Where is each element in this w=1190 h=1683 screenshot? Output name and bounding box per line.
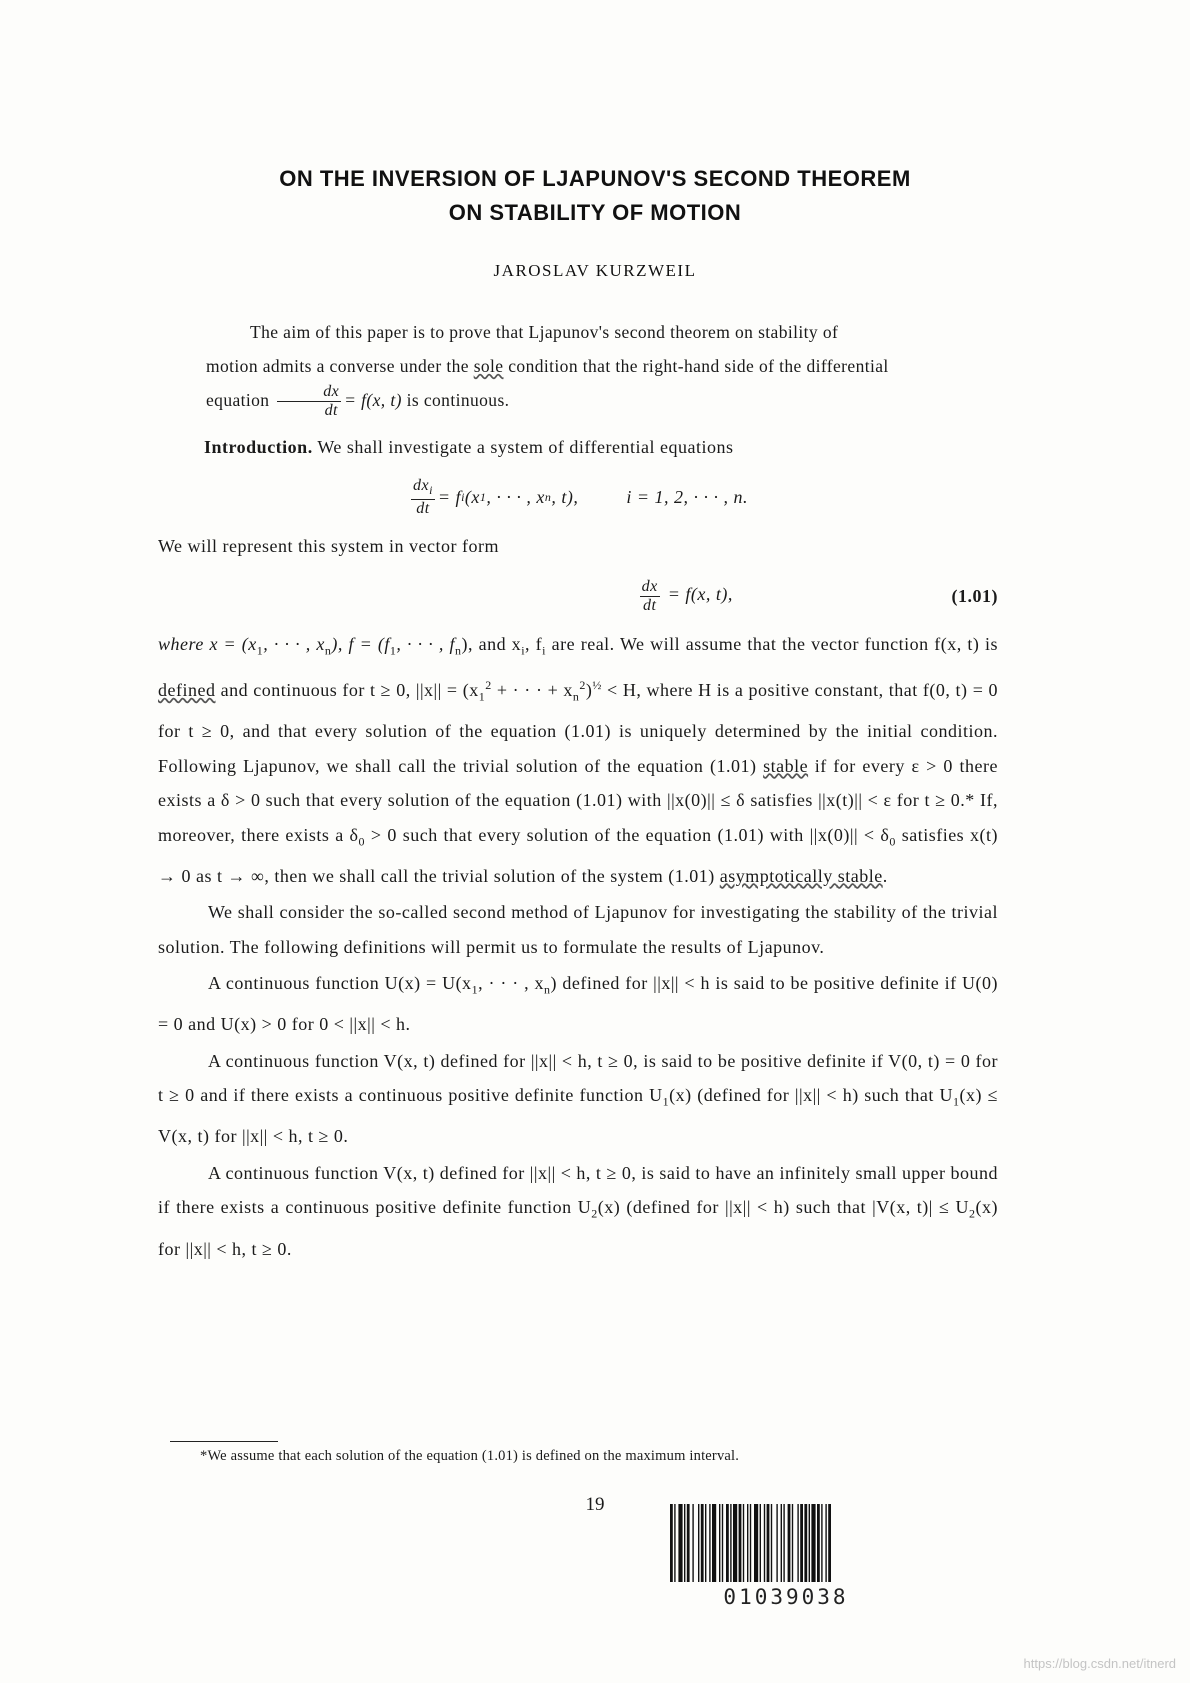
system-equation [158,467,998,529]
system-eq-rhs4: , t), [551,487,579,508]
abstract-fraction [277,383,341,420]
abstract-frac-num: dx [277,383,341,402]
system-eq-fraction [411,477,435,518]
barcode-bar [817,1504,820,1582]
barcode-bar [733,1504,737,1582]
barcode-bar [821,1504,822,1582]
defU-s1: A continuous function U(x) = U(x [208,973,472,994]
barcode-bar [719,1504,720,1582]
barcode-bar [767,1504,770,1582]
barcode [668,1502,904,1584]
def-V-paragraph [158,1044,998,1154]
barcode-bar [797,1504,798,1582]
abstract-frac-den: dt [324,402,338,420]
vector-form-text: We will represent this system in vector form [158,535,499,556]
where-subi-b: i [542,643,546,658]
barcode-bar [687,1504,690,1582]
barcode-bar [828,1504,831,1582]
where-s4: , · · · , f [396,634,455,654]
barcode-bar [678,1504,682,1582]
barcode-bar [804,1504,807,1582]
footnote: *We assume that each solution of the equation (1.01) is defined on the maximum interval. [200,1448,740,1464]
barcode-bar [760,1504,761,1582]
barcode-bar [809,1504,810,1582]
barcode-bar [750,1504,751,1582]
defU-sub1: 1 [471,982,479,997]
barcode-bar [692,1504,693,1582]
defB-s1: A continuous function V(x, t) defined for ||x|| < h, t ≥ 0, is said to have an infinitely small upper bound if there exists a continuous positive definite function U [158,1162,998,1218]
definitions-paragraph [158,627,998,893]
vector-eq-den: dt [642,596,657,614]
barcode-bar [674,1504,675,1582]
barcode-bar [764,1504,765,1582]
vector-eq-rhs: = f(x, t), [667,584,733,605]
barcode-bar [776,1504,777,1582]
barcode-bar [709,1504,710,1582]
barcode-bar [701,1504,704,1582]
where-sub1: 1 [256,643,264,658]
barcode-bar [705,1504,706,1582]
barcode-bar [712,1504,716,1582]
where-s9: + · · · + x [491,680,573,701]
defV-sub1b: 1 [953,1094,960,1109]
vector-equation [158,565,998,627]
where-s13: > 0 such that every solution of the equation (1.01) with ||x(0)|| < δ [365,824,890,845]
where-sup2b: 2 [579,678,586,693]
where-subn-c: n [572,689,580,704]
where-s14: satisfies x(t) → 0 as t → ∞, then we shall call the trivial solution of the system (1.01) [158,824,999,886]
where-s15: . [882,865,888,886]
defU-subn: n [544,982,551,997]
barcode-bar [747,1504,748,1582]
def-bound-paragraph [158,1156,998,1266]
defV-sub1: 1 [662,1094,670,1109]
barcode-bar [771,1504,772,1582]
defV-s1: A continuous function V(x, t) defined for ||x|| < h, t ≥ 0, is said to be positive definite if V(0, t) = 0 for t ≥ 0 and if there exists a continuous positive definite function U [158,1050,998,1106]
defB-s2: (x) (defined for ||x|| < h) such that |V(x, t)| ≤ U [597,1197,969,1218]
where-s8: and continuous for t ≥ 0, ||x|| = (x [215,680,479,701]
abstract-text-3: is continuous. [401,390,510,410]
abstract-text-2: condition that the right-hand side of the differential equation [206,356,889,410]
system-eq-subn: n [544,490,552,505]
def-U-paragraph [158,966,998,1042]
barcode-bar [743,1504,744,1582]
barcode-bar [722,1504,723,1582]
vector-eq-fraction [640,578,660,615]
body-text [158,430,998,1268]
vector-eq-num: dx [641,577,658,595]
where-s12: if for every ε > 0 there exists a δ > 0 such that every solution of the equation (1.01) with ||x(0)|| ≤ δ satisfies ||x(t)|| < ε for t ≥ 0.* If, moreover, there exists a δ [158,755,999,845]
title-line-2: ON STABILITY OF MOTION [448,200,742,225]
where-subn-b: n [454,643,462,658]
where-subn: n [324,643,332,658]
abstract-text-1: The aim of this paper is to prove that Ljapunov's second theorem on stability of motion admits a converse under the [206,322,839,376]
stable-word: stable [763,755,809,776]
where-s1: where x = (x [158,634,257,654]
where-s5: ), and x [461,634,522,654]
page-number: 19 [585,1494,605,1515]
second-method-paragraph: We shall consider the so-called second method of Ljapunov for investigating the stability of the trivial solution. The following definitions will permit us to formulate the results of Ljapunov. [158,902,998,957]
defB-s3: (x) for ||x|| < h, t ≥ 0. [158,1197,998,1259]
where-s2: , · · · , x [263,634,325,654]
where-s7: are real. We will assume that the vector function f(x, t) is [546,634,998,654]
intro-text: We shall investigate a system of differential equations [312,437,734,457]
barcode-bar [825,1504,826,1582]
barcode-bar [800,1504,803,1582]
barcode-bar [783,1504,784,1582]
defV-s2: (x) (defined for ||x|| < h) such that U [669,1085,954,1106]
system-eq-rhs: = f [437,487,462,508]
where-sub0: 0 [358,834,366,849]
system-eq-rhs-sub: i [461,490,465,505]
barcode-bar [811,1504,815,1582]
barcode-bar [726,1504,729,1582]
where-s6: , f [525,634,543,654]
system-eq-rhs2: (x [464,487,480,508]
barcode-bar [739,1504,742,1582]
barcode-bar [781,1504,782,1582]
where-s10: ) [585,680,593,701]
intro-paragraph [158,430,998,465]
where-s3: ), f = (f [331,634,390,654]
system-eq-sub1: 1 [479,490,487,505]
where-sup2: 2 [485,678,492,693]
equation-label: (1.01) [951,585,998,606]
barcode-bar [754,1504,758,1582]
where-sub0b: 0 [889,834,896,849]
where-s11: < H, where H is a positive constant, that f(0, t) = 0 for t ≥ 0, and that every solution of the equation (1.01) is uniquely determined by the initial condition. Following Ljapunov, we shall call the trivial solution of the equation (1.01) [158,680,998,776]
where-sup-half: ½ [592,678,602,693]
title-line-1: ON THE INVERSION OF LJAPUNOV'S SECOND THEOREM [279,166,911,191]
defB-sub2: 2 [591,1207,598,1222]
barcode-bar [792,1504,793,1582]
where-sub1b: 1 [389,643,397,658]
defB-sub2b: 2 [969,1207,976,1222]
defV-s3: (x) ≤ V(x, t) for ||x|| < h, t ≥ 0. [158,1085,998,1147]
abstract-eq-rhs: = f(x, t) [344,390,402,410]
abstract [206,315,892,420]
barcode-bar [698,1504,699,1582]
barcode-number: 01039038 [723,1585,849,1609]
system-eq-den: dt [416,500,430,518]
defU-s2: , · · · , x [478,973,544,994]
system-eq-num: dx [412,476,430,494]
abstract-sole: sole [473,356,504,376]
intro-heading: Introduction. [204,437,313,457]
author: JAROSLAV KURZWEIL [493,261,697,280]
system-eq-index: i = 1, 2, · · · , n. [626,487,749,508]
defU-s3: ) defined for ||x|| < h is said to be positive definite if U(0) = 0 and U(x) > 0 for 0 < ||x|| < h. [158,973,999,1035]
credit-url: https://blog.csdn.net/itnerd [1023,1656,1176,1671]
barcode-bar [670,1504,673,1582]
asymptotically-stable: asymptotically stable [719,865,883,886]
barcode-bar [730,1504,731,1582]
barcode-bar [788,1504,791,1582]
footnote-rule [170,1441,278,1442]
system-eq-num-sub: i [429,483,433,498]
where-subi: i [521,643,526,658]
where-sub1c: 1 [478,689,486,704]
system-eq-rhs3: , · · · , x [486,487,545,508]
defined-word: defined [158,680,216,701]
barcode-bar [684,1504,685,1582]
